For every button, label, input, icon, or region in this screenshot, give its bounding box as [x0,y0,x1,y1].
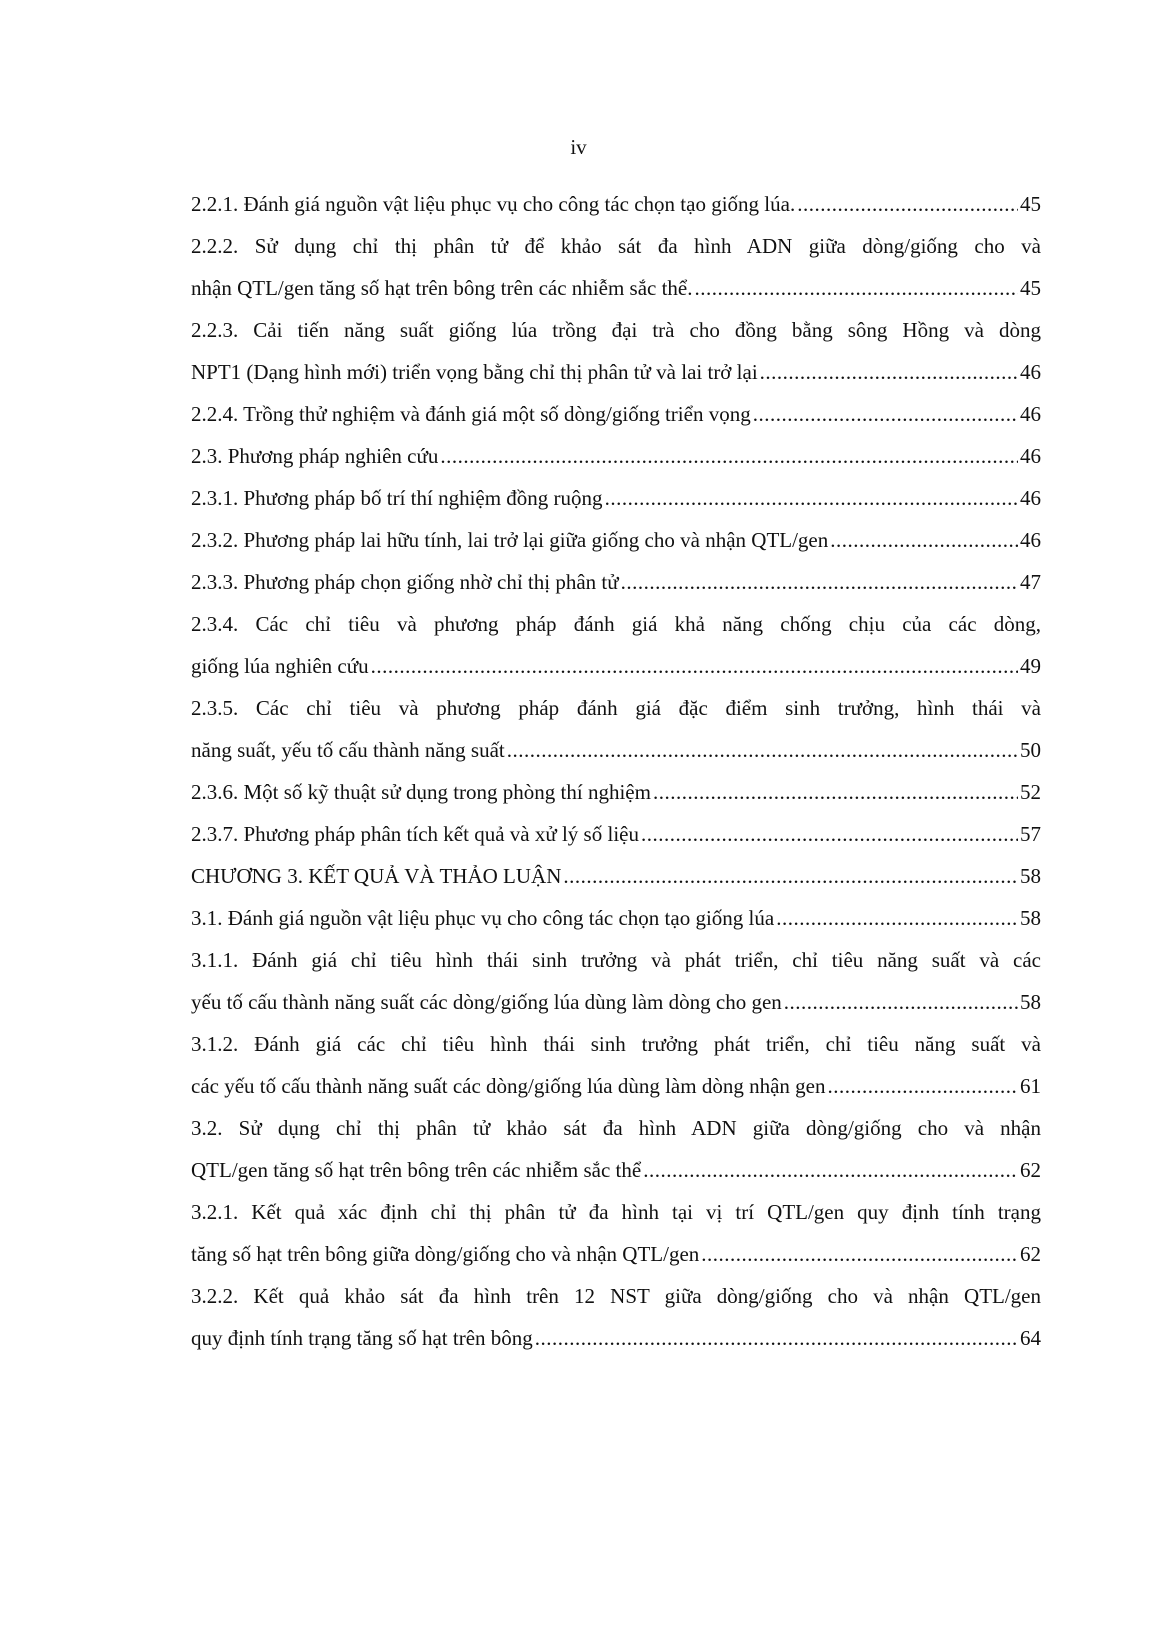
toc-page-number: 49 [1020,654,1041,678]
dot-leader [776,897,1018,939]
toc-entry-last-line [191,771,1041,813]
toc-page-number: 62 [1020,1158,1041,1182]
toc-page-number: 46 [1020,402,1041,426]
toc-entry-last-line [191,393,1041,435]
toc-entry[interactable] [191,477,1041,519]
dot-leader [827,1065,1018,1107]
toc-entry-title: năng suất, yếu tố cấu thành năng suất [191,738,505,762]
toc-page-number: 64 [1020,1326,1041,1350]
toc-page-number: 58 [1020,906,1041,930]
dot-leader [563,855,1018,897]
toc-entry-text-line: 2.3.4. Các chỉ tiêu và phương pháp đánh giá khả năng chống chịu của các dòng, [191,612,1041,636]
toc-entry-title: 2.3.1. Phương pháp bố trí thí nghiệm đồng ruộng [191,486,603,510]
toc-entry[interactable] [191,183,1041,225]
dot-leader [440,435,1018,477]
toc-page-number: 46 [1020,444,1041,468]
toc-entry-text-line: 3.2. Sử dụng chỉ thị phân tử khảo sát đa hình ADN giữa dòng/giống cho và nhận [191,1116,1041,1140]
table-of-contents [191,183,1041,1359]
toc-entry-last-line [191,267,1041,309]
toc-entry-title: QTL/gen tăng số hạt trên bông trên các nhiễm sắc thể [191,1158,642,1182]
toc-entry[interactable] [191,435,1041,477]
toc-entry-last-line [191,477,1041,519]
dot-leader [535,1317,1018,1359]
toc-entry-last-line [191,561,1041,603]
toc-entry[interactable] [191,309,1041,393]
toc-entry-title: NPT1 (Dạng hình mới) triển vọng bằng chỉ thị phân tử và lai trở lại [191,360,758,384]
toc-entry-title: 2.3. Phương pháp nghiên cứu [191,444,439,468]
toc-entry[interactable] [191,1191,1041,1275]
toc-entry-last-line [191,645,1041,687]
toc-entry-last-line [191,183,1041,225]
toc-page-number: 58 [1020,864,1041,888]
toc-entry[interactable] [191,393,1041,435]
dot-leader [605,477,1018,519]
toc-entry[interactable] [191,939,1041,1023]
toc-page-number: 58 [1020,990,1041,1014]
dot-leader [507,729,1018,771]
toc-entry-last-line [191,1233,1041,1275]
toc-entry-last-line [191,855,1041,897]
toc-entry-last-line [191,981,1041,1023]
toc-entry-title: 2.2.4. Trồng thử nghiệm và đánh giá một số dòng/giống triển vọng [191,402,751,426]
toc-page-number: 46 [1020,360,1041,384]
toc-entry-last-line [191,1149,1041,1191]
dot-leader [371,645,1018,687]
toc-entry-text-line: 2.2.2. Sử dụng chỉ thị phân tử để khảo sát đa hình ADN giữa dòng/giống cho và [191,234,1041,258]
toc-entry[interactable] [191,897,1041,939]
toc-page-number: 61 [1020,1074,1041,1098]
toc-entry-title: 2.3.3. Phương pháp chọn giống nhờ chỉ thị phân tử [191,570,619,594]
toc-entry-last-line [191,1065,1041,1107]
toc-entry-title: tăng số hạt trên bông giữa dòng/giống cho và nhận QTL/gen [191,1242,700,1266]
toc-entry-title: CHƯƠNG 3. KẾT QUẢ VÀ THẢO LUẬN [191,864,562,888]
toc-entry-last-line [191,519,1041,561]
toc-entry-title: các yếu tố cấu thành năng suất các dòng/giống lúa dùng làm dòng nhận gen [191,1074,826,1098]
dot-leader [653,771,1018,813]
toc-entry[interactable] [191,1275,1041,1359]
dot-leader [797,183,1018,225]
toc-entry[interactable] [191,813,1041,855]
toc-page-number: 45 [1020,192,1041,216]
toc-entry-title: nhận QTL/gen tăng số hạt trên bông trên các nhiễm sắc thể. [191,276,693,300]
toc-page-number: 50 [1020,738,1041,762]
toc-entry-last-line [191,1317,1041,1359]
toc-entry-title: 2.3.7. Phương pháp phân tích kết quả và xử lý số liệu [191,822,639,846]
toc-entry[interactable] [191,687,1041,771]
toc-entry-title: 3.1. Đánh giá nguồn vật liệu phục vụ cho công tác chọn tạo giống lúa [191,906,775,930]
toc-entry-text-line: 3.2.2. Kết quả khảo sát đa hình trên 12 NST giữa dòng/giống cho và nhận QTL/gen [191,1284,1041,1308]
toc-entry[interactable] [191,519,1041,561]
toc-page-number: 57 [1020,822,1041,846]
toc-page-number: 47 [1020,570,1041,594]
toc-page-number: 46 [1020,486,1041,510]
dot-leader [701,1233,1018,1275]
dot-leader [753,393,1018,435]
toc-page-number: 62 [1020,1242,1041,1266]
dot-leader [760,351,1018,393]
toc-entry[interactable] [191,1107,1041,1191]
toc-entry[interactable] [191,1023,1041,1107]
toc-page-number: 52 [1020,780,1041,804]
dot-leader [784,981,1018,1023]
toc-entry[interactable] [191,561,1041,603]
toc-entry-text-line: 3.1.1. Đánh giá chỉ tiêu hình thái sinh trưởng và phát triển, chỉ tiêu năng suất và các [191,948,1041,972]
toc-entry-last-line [191,813,1041,855]
toc-entry-text-line: 2.2.3. Cải tiến năng suất giống lúa trồng đại trà cho đồng bằng sông Hồng và dòng [191,318,1041,342]
toc-page-number: 46 [1020,528,1041,552]
dot-leader [641,813,1018,855]
toc-entry-title: 2.3.2. Phương pháp lai hữu tính, lai trở lại giữa giống cho và nhận QTL/gen [191,528,829,552]
page-number: iv [570,135,587,159]
toc-entry[interactable] [191,603,1041,687]
toc-entry-title: yếu tố cấu thành năng suất các dòng/giống lúa dùng làm dòng cho gen [191,990,782,1014]
toc-entry-title: quy định tính trạng tăng số hạt trên bông [191,1326,533,1350]
toc-entry[interactable] [191,225,1041,309]
toc-entry-last-line [191,435,1041,477]
toc-entry-title: giống lúa nghiên cứu [191,654,369,678]
toc-entry-last-line [191,729,1041,771]
dot-leader [830,519,1018,561]
dot-leader [695,267,1019,309]
toc-entry-title: 2.3.6. Một số kỹ thuật sử dụng trong phòng thí nghiệm [191,780,651,804]
toc-entry-text-line: 3.1.2. Đánh giá các chỉ tiêu hình thái sinh trưởng phát triển, chỉ tiêu năng suất và [191,1032,1041,1056]
dot-leader [621,561,1018,603]
toc-entry-last-line [191,351,1041,393]
toc-entry[interactable] [191,771,1041,813]
toc-entry-text-line: 2.3.5. Các chỉ tiêu và phương pháp đánh giá đặc điểm sinh trưởng, hình thái và [191,696,1041,720]
toc-entry-text-line: 3.2.1. Kết quả xác định chỉ thị phân tử đa hình tại vị trí QTL/gen quy định tính trạng [191,1200,1041,1224]
toc-entry-last-line [191,897,1041,939]
dot-leader [643,1149,1018,1191]
toc-entry-title: 2.2.1. Đánh giá nguồn vật liệu phục vụ cho công tác chọn tạo giống lúa. [191,192,796,216]
toc-entry[interactable] [191,855,1041,897]
toc-page-number: 45 [1020,276,1041,300]
